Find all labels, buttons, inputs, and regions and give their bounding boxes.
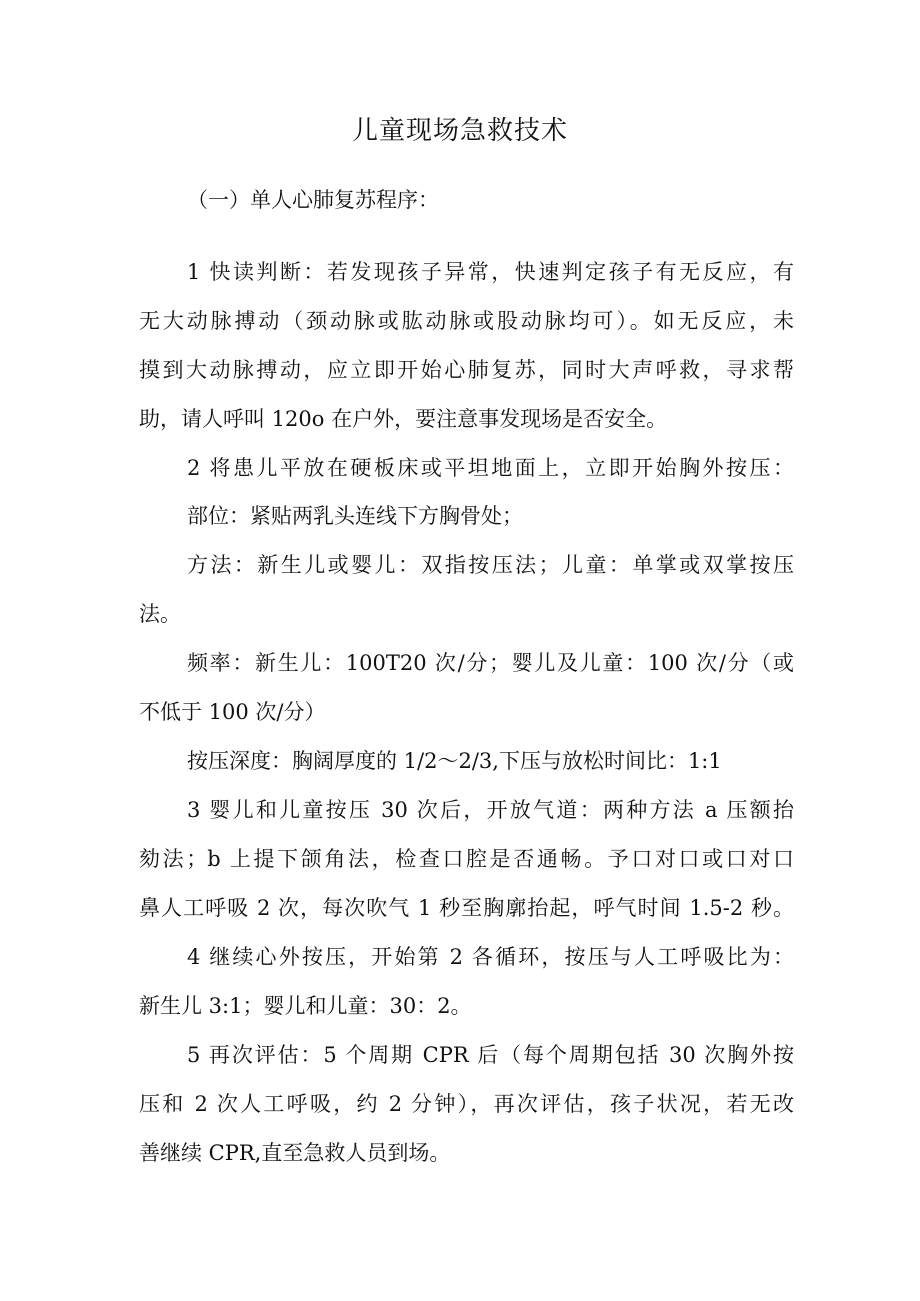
text-line: 5 再次评估：5 个周期 CPR 后（每个周期包括 30 次胸外按	[187, 1043, 794, 1067]
text-line: 1 快读判断：若发现孩子异常，快速判定孩子有无反应，有	[187, 260, 794, 284]
text-line: 不低于 100 次/分）	[139, 700, 326, 724]
text-line: 频率：新生儿：100T20 次/分；婴儿及儿童：100 次/分（或	[187, 651, 794, 675]
text-line: 新生儿 3:1；婴儿和儿童：30：2。	[139, 994, 472, 1018]
document-title: 儿童现场急救技术	[351, 116, 568, 146]
text-line: 摸到大动脉搏动，应立即开始心肺复苏，同时大声呼救，寻求帮	[139, 358, 794, 382]
text-line: 无大动脉搏动（颈动脉或肱动脉或股动脉均可）。如无反应，未	[139, 309, 794, 333]
text-line: 压和 2 次人工呼吸，约 2 分钟），再次评估，孩子状况，若无改	[139, 1092, 794, 1116]
text-line: 部位：紧贴两乳头连线下方胸骨处；	[187, 504, 523, 528]
text-line: 方法：新生儿或婴儿：双指按压法；儿童：单掌或双掌按压	[187, 553, 794, 577]
text-line: 法。	[139, 602, 181, 626]
text-line: 劾法；b 上提下颌角法，检查口腔是否通畅。予口对口或口对口	[139, 847, 794, 871]
text-line: 助，请人呼叫 120o 在户外，要注意事发现场是否安全。	[139, 407, 668, 431]
text-line: 鼻人工呼吸 2 次，每次吹气 1 秒至胸廓抬起，呼气时间 1.5-2 秒。	[139, 896, 794, 920]
text-line: 善继续 CPR,直至急救人员到场。	[139, 1141, 451, 1165]
section-heading: （一）单人心肺复苏程序：	[187, 188, 439, 212]
text-line: 4 继续心外按压，开始第 2 各循环，按压与人工呼吸比为：	[187, 945, 794, 969]
text-line: 2 将患儿平放在硬板床或平坦地面上，立即开始胸外按压：	[187, 456, 794, 480]
text-line: 按压深度：胸阔厚度的 1/2～2/3,下压与放松时间比：1:1	[187, 749, 722, 773]
text-line: 3 婴儿和儿童按压 30 次后，开放气道：两种方法 a 压额抬	[187, 798, 794, 822]
